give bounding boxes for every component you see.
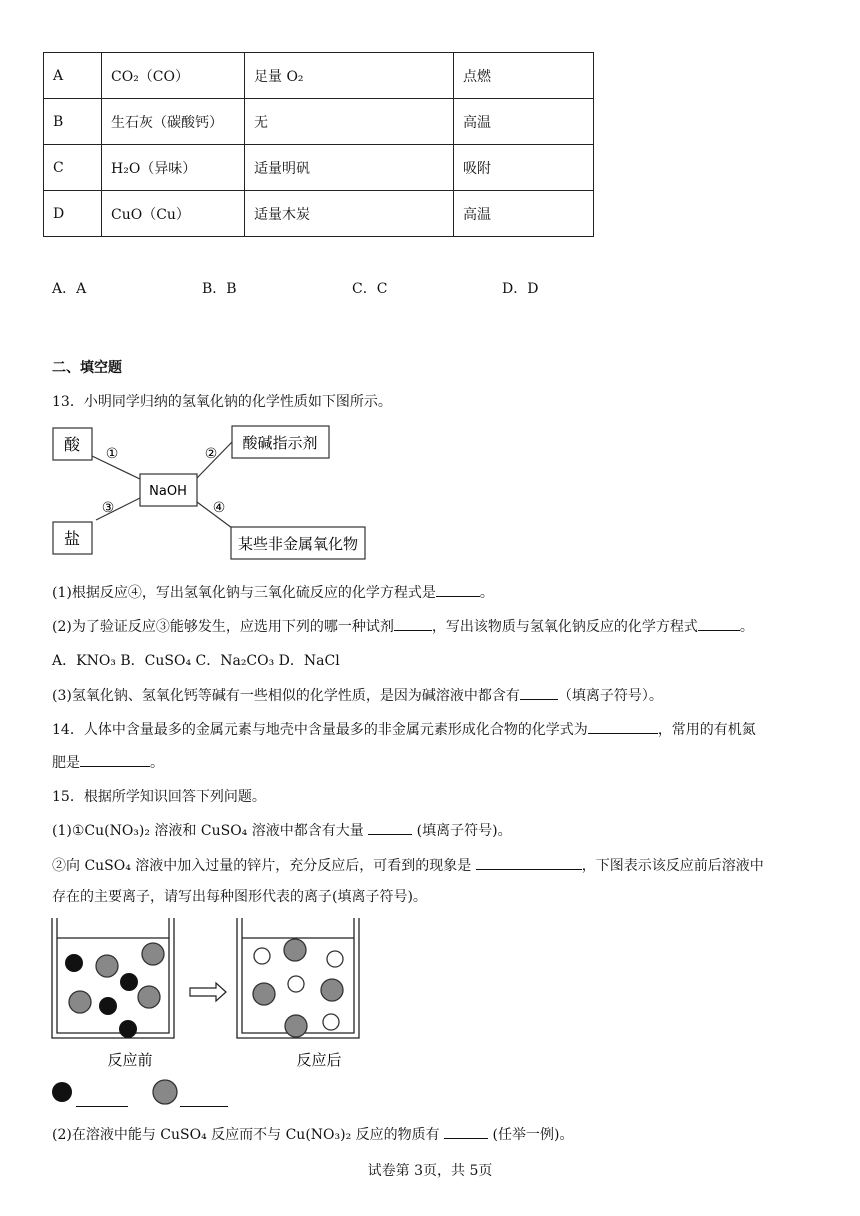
answer-blank[interactable] — [476, 855, 582, 870]
q15-part2: ②向 CuSO₄ 溶液中加入过量的锌片，充分反应后，可看到的现象是 ，下图表示该反应前后溶液中 — [52, 855, 764, 875]
material-cell: 生石灰（碳酸钙） — [102, 99, 245, 145]
naoh-label: NaOH — [149, 484, 187, 499]
gray-ion-answer-blank[interactable] — [180, 1092, 228, 1111]
oxide-label: 某些非金属氧化物 — [237, 535, 359, 553]
reaction-arrow — [190, 983, 226, 1001]
reaction-beakers-diagram — [50, 914, 370, 1074]
q14-line2: 肥是 。 — [52, 752, 164, 772]
black-ion-circle — [99, 997, 117, 1015]
black-ion-circle — [119, 1020, 137, 1038]
method-cell: 吸附 — [454, 145, 594, 191]
q13-part2: (2)为了验证反应③能够发生，应选用下列的哪一种试剂 ，写出该物质与氢氧化钠反应的化学方程式 。 — [52, 616, 754, 636]
answer-blank[interactable] — [394, 616, 432, 631]
reagent-cell: 适量木炭 — [245, 191, 454, 237]
gray-ion-circle — [96, 955, 118, 977]
choice-b: B．B — [202, 281, 237, 297]
reagent-cell: 适量明矾 — [245, 145, 454, 191]
naoh-property-diagram — [52, 420, 372, 562]
q15-stem: 15．根据所学知识回答下列问题。 — [52, 789, 266, 805]
material-cell: CO₂（CO） — [102, 53, 245, 99]
indicator-label: 酸碱指示剂 — [242, 434, 318, 452]
choice-d: D．D — [502, 281, 539, 297]
gray-ion-circle — [284, 939, 306, 961]
option-cell: D — [44, 191, 102, 237]
beaker-after — [237, 918, 359, 1038]
white-ion-circle — [288, 976, 304, 992]
section-title: 二、填空题 — [52, 360, 122, 376]
black-ion-answer-blank[interactable] — [76, 1092, 128, 1111]
method-cell: 高温 — [454, 191, 594, 237]
q13-part3: (3)氢氧化钠、氢氧化钙等碱有一些相似的化学性质，是因为碱溶液中都含有 （填离子符号）。 — [52, 685, 663, 705]
gray-ion-circle — [285, 1015, 307, 1037]
black-ion-circle — [120, 973, 138, 991]
q15-part3: (2)在溶液中能与 CuSO₄ 反应而不与 Cu(NO₃)₂ 反应的物质有 (任举一例)。 — [52, 1124, 573, 1144]
answer-blank[interactable] — [436, 582, 480, 597]
answer-blank[interactable] — [588, 719, 658, 734]
gray-ion-circle — [69, 991, 91, 1013]
choice-c: C．C — [352, 281, 388, 297]
black-ion-circle — [65, 954, 83, 972]
answer-blank[interactable] — [444, 1124, 488, 1139]
salt-label: 盐 — [63, 529, 81, 548]
answer-blank[interactable] — [80, 752, 150, 767]
gray-ion-legend-icon — [150, 1077, 182, 1109]
page-footer: 试卷第 3页，共 5页 — [367, 1163, 493, 1179]
option-cell: C — [44, 145, 102, 191]
q15-part2-line2: 存在的主要离子，请写出每种图形代表的离子(填离子符号)。 — [52, 889, 427, 905]
q15-part1: (1)①Cu(NO₃)₂ 溶液和 CuSO₄ 溶液中都含有大量 (填离子符号)。 — [52, 820, 512, 840]
q13-stem: 13．小明同学归纳的氢氧化钠的化学性质如下图所示。 — [52, 394, 392, 410]
reaction-number-3: ③ — [101, 500, 115, 516]
reagent-cell: 无 — [245, 99, 454, 145]
material-cell: H₂O（异味） — [102, 145, 245, 191]
gray-ion-circle — [321, 979, 343, 1001]
beaker-before — [52, 918, 174, 1038]
choice-a: A．A — [52, 281, 87, 297]
gray-ion-circle — [142, 943, 164, 965]
option-cell: B — [44, 99, 102, 145]
reaction-number-4: ④ — [212, 500, 226, 516]
white-ion-circle — [254, 948, 270, 964]
method-cell: 高温 — [454, 99, 594, 145]
reaction-number-2: ② — [204, 446, 218, 462]
gray-ion-circle — [138, 986, 160, 1008]
table-row — [44, 99, 594, 145]
acid-label: 酸 — [63, 435, 81, 454]
reaction-number-1: ① — [105, 446, 119, 462]
answer-blank[interactable] — [520, 685, 558, 700]
method-cell: 点燃 — [454, 53, 594, 99]
q14-line1: 14．人体中含量最多的金属元素与地壳中含量最多的非金属元素形成化合物的化学式为 ，常用的有机氮 — [52, 719, 756, 739]
table-row — [44, 191, 594, 237]
answer-blank[interactable] — [698, 616, 740, 631]
q13-part2-options: A．KNO₃ B．CuSO₄ C．Na₂CO₃ D．NaCl — [52, 653, 340, 669]
after-label: 反应后 — [296, 1051, 342, 1069]
gray-ion-circle — [253, 983, 275, 1005]
white-ion-circle — [327, 951, 343, 967]
table-row — [44, 145, 594, 191]
table-row — [44, 53, 594, 99]
answer-blank[interactable] — [368, 820, 412, 835]
white-ion-circle — [323, 1014, 339, 1030]
options-table — [43, 52, 594, 237]
before-label: 反应前 — [107, 1051, 153, 1069]
q13-part1: (1)根据反应④，写出氢氧化钠与三氧化硫反应的化学方程式是 。 — [52, 582, 494, 602]
option-cell: A — [44, 53, 102, 99]
reagent-cell: 足量 O₂ — [245, 53, 454, 99]
material-cell: CuO（Cu） — [102, 191, 245, 237]
